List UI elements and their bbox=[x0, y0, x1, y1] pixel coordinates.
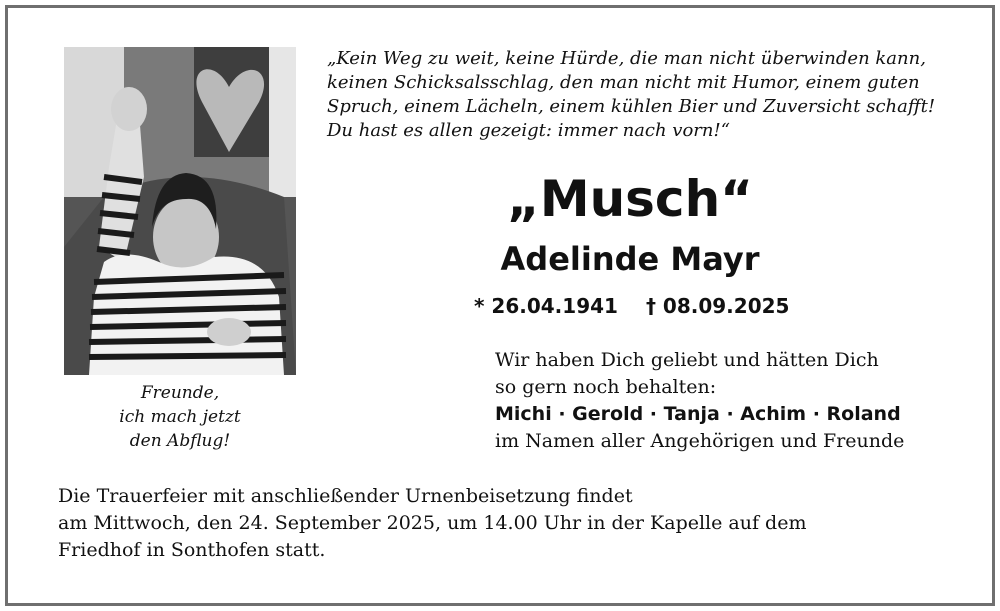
mourners-line: so gern noch behalten: bbox=[495, 376, 717, 398]
memorial-quote bbox=[327, 47, 967, 143]
caption-line: Freunde, bbox=[140, 383, 220, 403]
mourner-names: Michi · Gerold · Tanja · Achim · Roland bbox=[495, 403, 901, 425]
portrait-photo bbox=[64, 47, 296, 375]
quote-line: keinen Schicksalsschlag, den man nicht mit Humor, einem guten bbox=[327, 72, 920, 93]
mourners-line: im Namen aller Angehörigen und Freunde bbox=[495, 430, 905, 452]
portrait-image bbox=[64, 47, 296, 375]
life-dates bbox=[474, 292, 789, 320]
deceased-name: Adelinde Mayr bbox=[500, 240, 760, 278]
caption-line: den Abflug! bbox=[129, 431, 231, 451]
ceremony-info bbox=[58, 483, 958, 564]
caption-line: ich mach jetzt bbox=[119, 407, 241, 427]
quote-line: Spruch, einem Lächeln, einem kühlen Bier und Zuversicht schafft! bbox=[327, 96, 936, 117]
ceremony-line: Die Trauerfeier mit anschließender Urnenbeisetzung findet bbox=[58, 485, 633, 507]
death-date: † 08.09.2025 bbox=[645, 294, 790, 318]
mourners-line: Wir haben Dich geliebt und hätten Dich bbox=[495, 349, 879, 371]
mourners-block bbox=[495, 347, 975, 455]
nickname-heading: „Musch“ bbox=[506, 170, 754, 228]
ceremony-line: Friedhof in Sonthofen statt. bbox=[58, 539, 326, 561]
birth-date: * 26.04.1941 bbox=[474, 294, 618, 318]
ceremony-line: am Mittwoch, den 24. September 2025, um 14.00 Uhr in der Kapelle auf dem bbox=[58, 512, 807, 534]
quote-line: „Kein Weg zu weit, keine Hürde, die man nicht überwinden kann, bbox=[327, 48, 926, 69]
photo-caption bbox=[64, 381, 296, 453]
quote-line: Du hast es allen gezeigt: immer nach vorn!“ bbox=[327, 120, 730, 141]
